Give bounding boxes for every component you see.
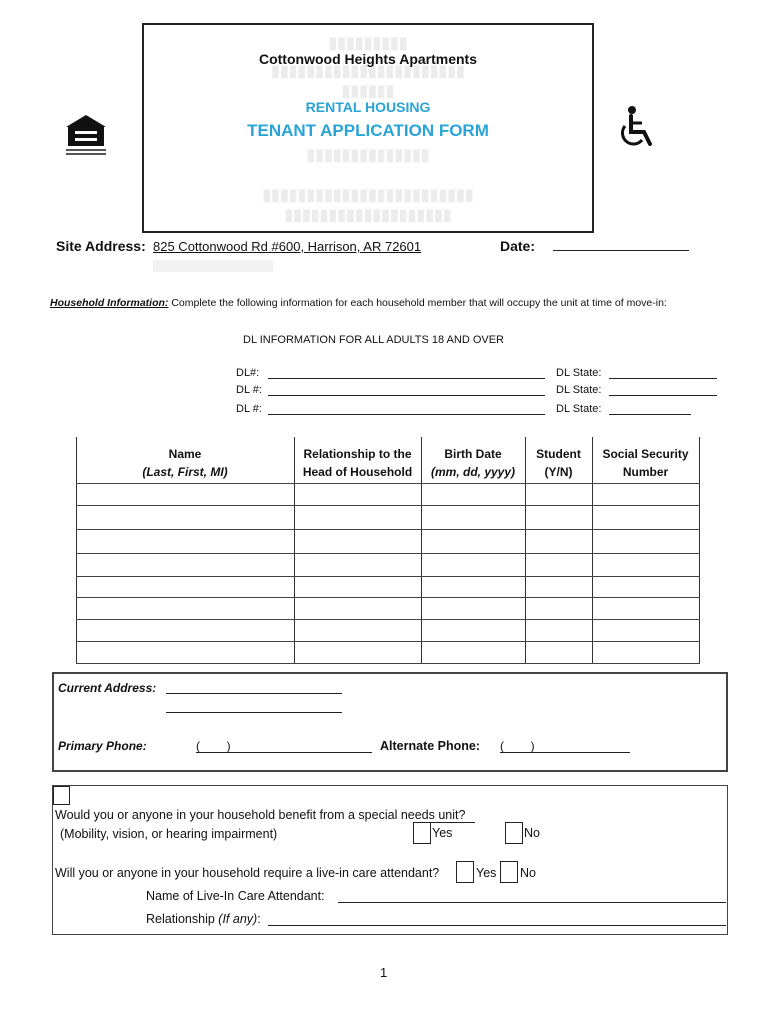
contact-box <box>52 672 728 772</box>
alternate-phone-label: Alternate Phone: <box>380 739 481 753</box>
dl-number-field[interactable] <box>268 378 545 379</box>
alternate-phone-field[interactable] <box>500 752 630 753</box>
form-title: TENANT APPLICATION FORM <box>247 121 489 140</box>
table-row[interactable] <box>76 641 700 642</box>
faded-text <box>153 260 273 272</box>
live-in-attendant-yes-checkbox[interactable] <box>456 861 474 883</box>
dl-state-field[interactable] <box>609 395 717 396</box>
household-info-line <box>50 297 667 309</box>
column-header-student: Student (Y/N) <box>536 447 581 479</box>
dl-number-label: DL#: <box>236 367 260 379</box>
column-header-ssn: Social Security Number <box>602 447 689 479</box>
dl-heading: DL INFORMATION FOR ALL ADULTS 18 AND OVER <box>243 334 505 346</box>
table-row[interactable] <box>76 529 700 530</box>
column-header-relationship: Relationship to the Head of Household <box>302 447 413 479</box>
current-address-field[interactable] <box>166 712 342 713</box>
property-name: Cottonwood Heights Apartments <box>258 51 478 67</box>
table-row[interactable] <box>76 505 700 506</box>
special-needs-yes-checkbox[interactable] <box>413 822 431 844</box>
special-needs-no-checkbox[interactable] <box>505 822 523 844</box>
dl-state-label: DL State: <box>556 384 602 396</box>
table-row[interactable] <box>76 576 700 577</box>
dl-state-label: DL State: <box>556 403 602 415</box>
dl-number-label: DL #: <box>236 384 262 396</box>
faded-text: ▮▮▮▮▮▮▮▮▮▮▮▮▮▮▮▮▮▮▮ <box>284 207 452 224</box>
section-checkbox[interactable] <box>53 786 70 805</box>
primary-phone-label: Primary Phone: <box>58 739 147 753</box>
primary-phone-area-code: ( ) <box>196 739 231 753</box>
underline <box>427 822 475 823</box>
column-header-birth-date: Birth Date (mm, dd, yyyy) <box>430 447 516 479</box>
equal-housing-opportunity-icon <box>60 112 112 160</box>
special-needs-question-detail: (Mobility, vision, or hearing impairment) <box>60 827 278 841</box>
faded-text: ▮▮▮▮▮▮ <box>341 83 395 100</box>
dl-number-field[interactable] <box>268 395 545 396</box>
relationship-label-line: Relationship (If any): <box>146 912 261 926</box>
household-info-instruction: Complete the following information for each household member that will occupy the unit at time of move-in: <box>171 297 667 309</box>
primary-phone-field[interactable] <box>196 752 372 753</box>
faded-text: ▮▮▮▮▮▮▮▮▮▮▮▮▮▮▮▮▮▮▮▮▮▮ <box>271 63 465 80</box>
live-in-attendant-no-checkbox[interactable] <box>500 861 518 883</box>
dl-state-field[interactable] <box>609 378 717 379</box>
faded-text: ▮▮▮▮▮▮▮▮▮▮▮▮▮▮▮▮▮▮▮▮▮▮▮▮ <box>262 187 474 204</box>
table-row[interactable] <box>76 597 700 598</box>
faded-text: ▮▮▮▮▮▮▮▮▮ <box>328 35 408 52</box>
program-title: RENTAL HOUSING <box>305 99 431 115</box>
household-info-label: Household Information: <box>50 297 169 309</box>
live-in-attendant-yes-label: Yes <box>476 866 497 880</box>
alternate-phone-area-code: ( ) <box>500 739 535 753</box>
wheelchair-accessible-icon <box>612 104 662 152</box>
attendant-name-label: Name of Live-In Care Attendant: <box>146 889 325 903</box>
live-in-attendant-question: Will you or anyone in your household require a live-in care attendant? <box>55 866 440 880</box>
special-needs-no-label: No <box>524 826 540 840</box>
current-address-label: Current Address: <box>58 681 157 695</box>
current-address-field[interactable] <box>166 693 342 694</box>
site-address-label: Site Address: <box>56 238 146 254</box>
dl-state-field[interactable] <box>609 414 691 415</box>
attendant-name-field[interactable] <box>338 902 726 903</box>
special-needs-yes-label: Yes <box>432 826 453 840</box>
page-number: 1 <box>380 965 388 980</box>
table-row[interactable] <box>76 553 700 554</box>
faded-text: ▮▮▮▮▮▮▮▮▮▮▮▮▮▮ <box>306 147 430 164</box>
date-field[interactable] <box>553 250 689 251</box>
special-needs-question: Would you or anyone in your household benefit from a special needs unit? <box>55 808 466 822</box>
header-box <box>142 23 594 233</box>
dl-number-field[interactable] <box>268 414 545 415</box>
date-label: Date: <box>500 238 536 254</box>
dl-number-label: DL #: <box>236 403 262 415</box>
live-in-attendant-no-label: No <box>520 866 536 880</box>
site-address-value[interactable]: 825 Cottonwood Rd #600, Harrison, AR 72601 <box>153 239 422 254</box>
dl-state-label: DL State: <box>556 367 602 379</box>
household-table <box>76 437 700 664</box>
table-row[interactable] <box>76 619 700 620</box>
column-header-name: Name (Last, First, MI) <box>142 447 228 479</box>
relationship-field[interactable] <box>268 925 726 926</box>
